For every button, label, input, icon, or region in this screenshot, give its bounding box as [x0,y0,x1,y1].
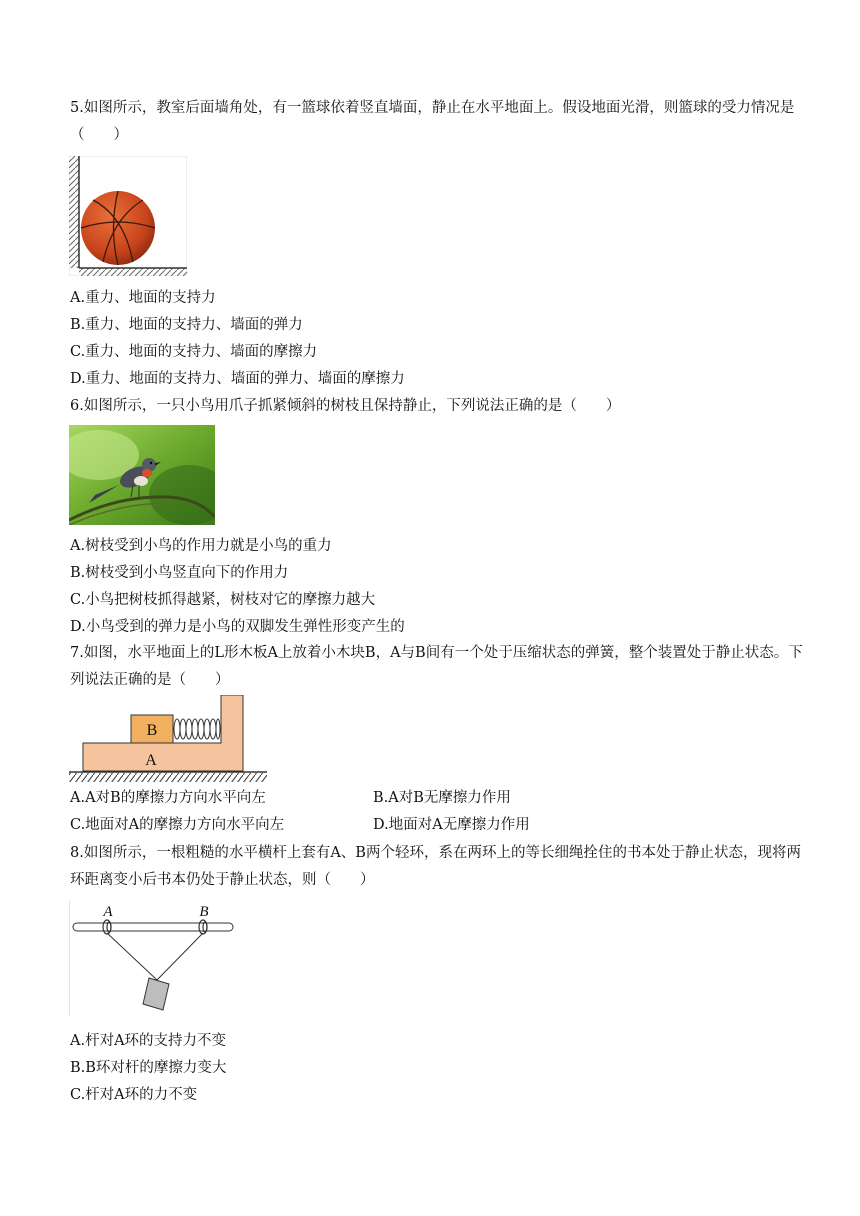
q7-option-c: C.地面对A的摩擦力方向水平向左 [70,817,285,833]
question-6-stem: 6.如图所示，一只小鸟用爪子抓紧倾斜的树枝且保持静止，下列说法正确的是（ ） [70,398,621,414]
q6-option-a: A.树枝受到小鸟的作用力就是小鸟的重力 [70,538,332,554]
basketball-figure [69,156,187,276]
q7-option-a: A.A对B的摩擦力方向水平向左 [70,790,266,806]
q8-option-c: C.杆对A环的力不变 [70,1087,198,1103]
q5-option-b: B.重力、地面的支持力、墙面的弹力 [70,317,303,333]
spring [174,719,220,739]
ground-hatch [79,268,187,276]
q5-option-c: C.重力、地面的支持力、墙面的摩擦力 [70,344,318,360]
q8-option-a: A.杆对A环的支持力不变 [70,1033,227,1049]
left-string [107,933,157,980]
ground-hatch [69,773,267,782]
q6-option-b: B.树枝受到小鸟竖直向下的作用力 [70,565,289,581]
question-8-stem: 8.如图所示，一根粗糙的水平横杆上套有A、B两个轻环，系在两环上的等长细绳拴住的书本处于静止状态，现将两环距离变小后书本仍处于静止状态，则（ ） [70,845,801,888]
bird-on-branch-photo [69,425,215,525]
board-a-label: A [145,752,157,769]
question-5-stem: 5.如图所示，教室后面墙角处，有一篮球依着竖直墙面，静止在水平地面上。假设地面光滑，则篮球的受力情况是（ ） [70,100,795,143]
q5-option-a: A.重力、地面的支持力 [70,290,216,306]
q6-option-d: D.小鸟受到的弹力是小鸟的双脚发生弹性形变产生的 [70,619,405,635]
ring-a-label: A [103,904,113,920]
q6-option-c: C.小鸟把树枝抓得越紧，树枝对它的摩擦力越大 [70,592,376,608]
q5-option-d: D.重力、地面的支持力、墙面的弹力、墙面的摩擦力 [70,371,405,387]
spring-block-figure [69,695,267,783]
q7-option-b: B.A对B无摩擦力作用 [373,790,511,806]
ring-b-label: B [199,904,209,920]
rings-book-figure [69,900,237,1016]
right-string [157,933,203,980]
block-b-label: B [146,722,158,739]
book [143,978,169,1010]
q8-option-b: B.B环对杆的摩擦力变大 [70,1060,227,1076]
question-7-stem: 7.如图，水平地面上的L形木板A上放着小木块B，A与B间有一个处于压缩状态的弹簧，整个装置处于静止状态。下列说法正确的是（ ） [70,645,803,688]
q7-option-d: D.地面对A无摩擦力作用 [373,817,530,833]
basketball [81,191,155,265]
wall-hatch [69,156,79,268]
horizontal-rod [73,923,233,931]
